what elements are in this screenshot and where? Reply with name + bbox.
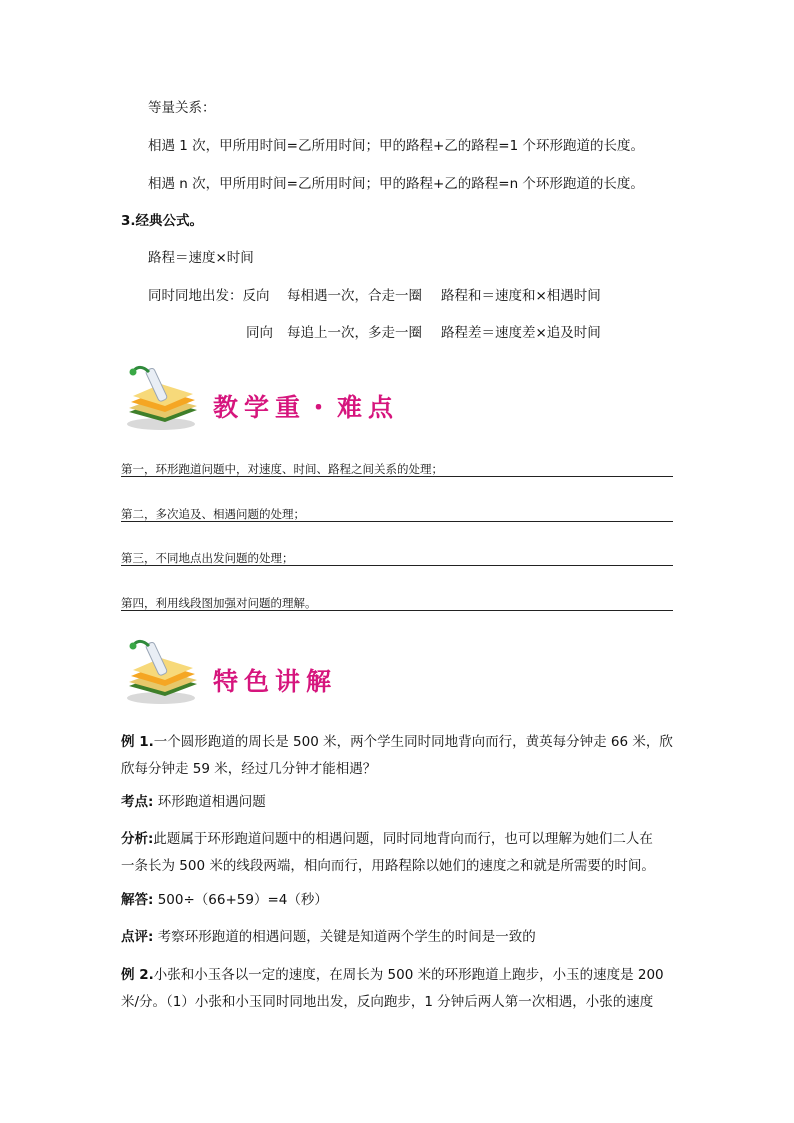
explain-heading: 特色讲解 bbox=[213, 667, 338, 696]
fenxi-line1: 此题属于环形跑道问题中的相遇问题，同时同地背向而行，也可以理解为她们二人在 bbox=[153, 831, 653, 847]
key-points-heading: 教学重・难点 bbox=[213, 393, 400, 422]
formula-row2-prefix: 同向 bbox=[246, 325, 273, 341]
formula-row1-text: 每相遇一次，合走一圈 bbox=[287, 288, 422, 304]
dianping-text: 考察环形跑道的相遇问题，关键是知道两个学生的时间是一致的 bbox=[157, 929, 536, 945]
formula-row1-formula: 路程和＝速度和×相遇时间 bbox=[441, 288, 601, 304]
fenxi-line2: 一条长为 500 米的线段两端，相向而行，用路程除以她们的速度之和就是所需要的时间。 bbox=[121, 858, 655, 874]
book-icon bbox=[121, 636, 201, 706]
example-2 bbox=[121, 962, 677, 1016]
jieda-text: 500÷（66+59）=4（秒） bbox=[157, 892, 328, 908]
divider bbox=[121, 521, 673, 522]
key-point-2: 第二，多次追及、相遇问题的处理； bbox=[121, 507, 305, 521]
key-point-1: 第一，环形跑道问题中，对速度、时间、路程之间关系的处理； bbox=[121, 462, 443, 476]
kaodian-label: 考点: bbox=[121, 794, 154, 810]
example-2-line2: 米/分。（1）小张和小玉同时同地出发，反向跑步，1 分钟后两人第一次相遇，小张的速度 bbox=[121, 994, 654, 1010]
book-icon bbox=[121, 362, 201, 432]
example-2-line1: 小张和小玉各以一定的速度，在周长为 500 米的环形跑道上跑步，小玉的速度是 200 bbox=[153, 967, 664, 983]
divider bbox=[121, 476, 673, 477]
meet-once-line: 相遇 1 次，甲所用时间=乙所用时间；甲的路程+乙的路程=1 个环形跑道的长度。 bbox=[148, 138, 644, 154]
example-1 bbox=[121, 729, 677, 783]
example-2-label: 例 2. bbox=[121, 967, 154, 983]
dianping-label: 点评: bbox=[121, 929, 154, 945]
divider bbox=[121, 610, 673, 611]
formula-row2-formula: 路程差＝速度差×追及时间 bbox=[441, 325, 601, 341]
kaodian-row bbox=[121, 792, 266, 812]
key-point-4: 第四，利用线段图加强对问题的理解。 bbox=[121, 596, 317, 610]
example-1-label: 例 1. bbox=[121, 734, 154, 750]
jieda-label: 解答: bbox=[121, 892, 154, 908]
kaodian-text: 环形跑道相遇问题 bbox=[157, 794, 266, 810]
jieda-row bbox=[121, 890, 328, 910]
example-1-line2: 欣每分钟走 59 米，经过几分钟才能相遇？ bbox=[121, 761, 377, 777]
equal-relation-label: 等量关系： bbox=[148, 100, 216, 116]
fenxi-label: 分析: bbox=[121, 831, 154, 847]
meet-n-line: 相遇 n 次，甲所用时间=乙所用时间；甲的路程+乙的路程=n 个环形跑道的长度。 bbox=[148, 176, 644, 192]
fenxi-block bbox=[121, 826, 677, 880]
divider bbox=[121, 565, 673, 566]
formula-title: 3.经典公式。 bbox=[121, 213, 204, 229]
dianping-row bbox=[121, 927, 536, 947]
formula-basic: 路程＝速度×时间 bbox=[148, 250, 254, 266]
example-1-line1: 一个圆形跑道的周长是 500 米，两个学生同时同地背向而行，黄英每分钟走 66 米，欣 bbox=[153, 734, 673, 750]
key-point-3: 第三，不同地点出发问题的处理； bbox=[121, 551, 294, 565]
formula-row1-prefix: 同时同地出发：反向 bbox=[148, 288, 270, 304]
formula-row2-text: 每追上一次，多走一圈 bbox=[287, 325, 422, 341]
